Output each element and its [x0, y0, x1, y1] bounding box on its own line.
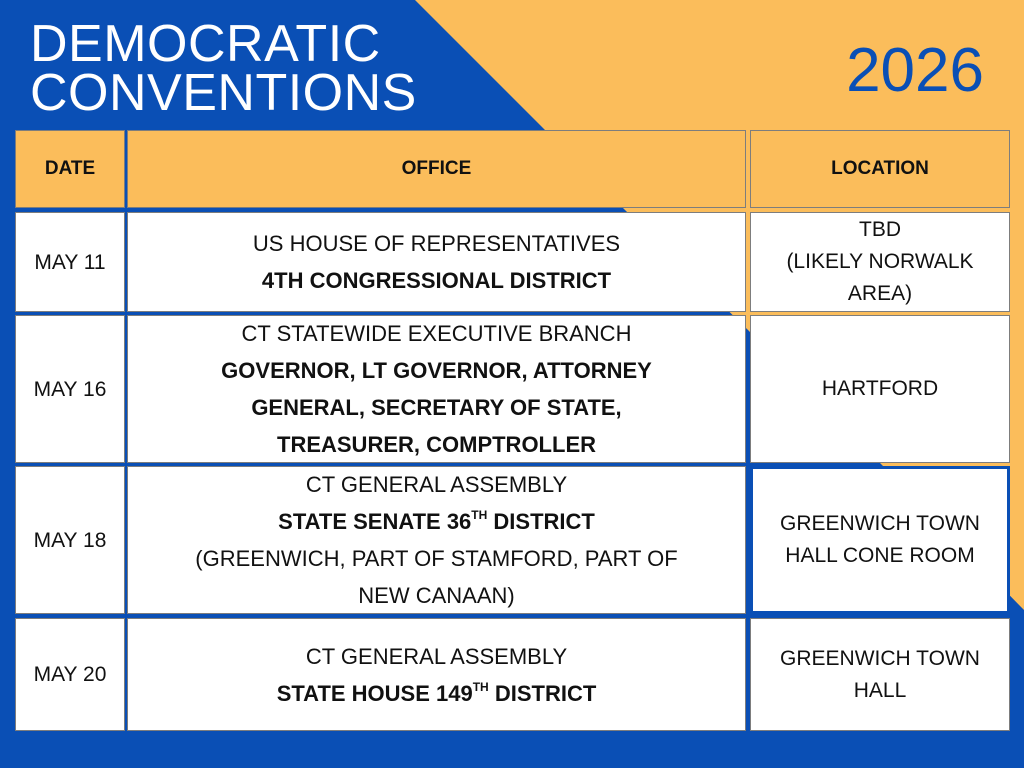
row-1-location: [750, 212, 1010, 312]
row-3-office-paren-2: NEW CANAAN): [358, 583, 515, 608]
row-1-office-line: US HOUSE OF REPRESENTATIVES: [252, 231, 621, 256]
row-1-office: [127, 212, 746, 312]
title-line-1: DEMOCRATIC: [30, 15, 381, 73]
row-4-location-line-1: GREENWICH TOWN: [780, 646, 980, 670]
row-1-location-line-3: AREA): [847, 282, 913, 305]
row-3-location: [750, 466, 1010, 614]
title-line-2: CONVENTIONS: [30, 64, 417, 122]
row-3-office-bold: [278, 503, 595, 540]
row-3-office-paren-1: (GREENWICH, PART OF STAMFORD, PART OF: [195, 546, 678, 571]
row-4-location: [750, 618, 1010, 731]
row-1-office-bold: 4TH CONGRESSIONAL DISTRICT: [261, 268, 612, 293]
row-3-date: [15, 466, 125, 614]
year-label: 2026: [846, 36, 984, 105]
row-2-location-text: HARTFORD: [821, 377, 939, 400]
row-3-office-bold-pre: STATE SENATE 36: [278, 509, 472, 534]
header-office-label: OFFICE: [401, 158, 472, 179]
row-3-location-line-2: HALL CONE ROOM: [785, 544, 975, 567]
row-1-location-line-1: TBD: [859, 218, 901, 241]
row-3-office: [127, 466, 746, 614]
row-3-office-line: CT GENERAL ASSEMBLY: [305, 472, 568, 497]
row-4-office-bold-sup: TH: [472, 679, 489, 694]
row-2-office-bold-3: TREASURER, COMPTROLLER: [277, 432, 596, 457]
row-3-date-text: MAY 18: [33, 528, 107, 552]
row-2-date-text: MAY 16: [33, 377, 107, 401]
row-2-office-line: CT STATEWIDE EXECUTIVE BRANCH: [241, 321, 632, 346]
row-4-office-bold: [277, 675, 597, 712]
header-date-label: DATE: [44, 158, 96, 179]
row-2-office: [127, 315, 746, 463]
row-2-office-bold-1: GOVERNOR, LT GOVERNOR, ATTORNEY: [221, 358, 652, 383]
header-location-label: LOCATION: [831, 158, 929, 179]
row-2-date: [15, 315, 125, 463]
row-1-date-text: MAY 11: [34, 250, 106, 274]
header-location: [750, 130, 1010, 208]
page-title: [30, 15, 417, 122]
row-2-office-bold-2: GENERAL, SECRETARY OF STATE,: [251, 395, 622, 420]
row-3-location-line-1: GREENWICH TOWN: [780, 512, 980, 535]
row-1-date: [15, 212, 125, 312]
row-4-office-bold-pre: STATE HOUSE 149: [276, 680, 473, 706]
row-4-office: [127, 618, 746, 731]
row-4-date-text: MAY 20: [33, 663, 107, 686]
row-4-office-line: CT GENERAL ASSEMBLY: [305, 643, 568, 669]
row-4-location-line-2: HALL: [853, 678, 907, 702]
header-office: [127, 130, 746, 208]
row-2-location: [750, 315, 1010, 463]
row-3-office-bold-sup: TH: [471, 508, 488, 522]
header-date: [15, 130, 125, 208]
row-4-date: [15, 618, 125, 731]
row-3-office-bold-post: DISTRICT: [487, 509, 595, 534]
row-4-office-bold-post: DISTRICT: [488, 680, 597, 706]
row-1-location-line-2: (LIKELY NORWALK: [786, 250, 974, 273]
